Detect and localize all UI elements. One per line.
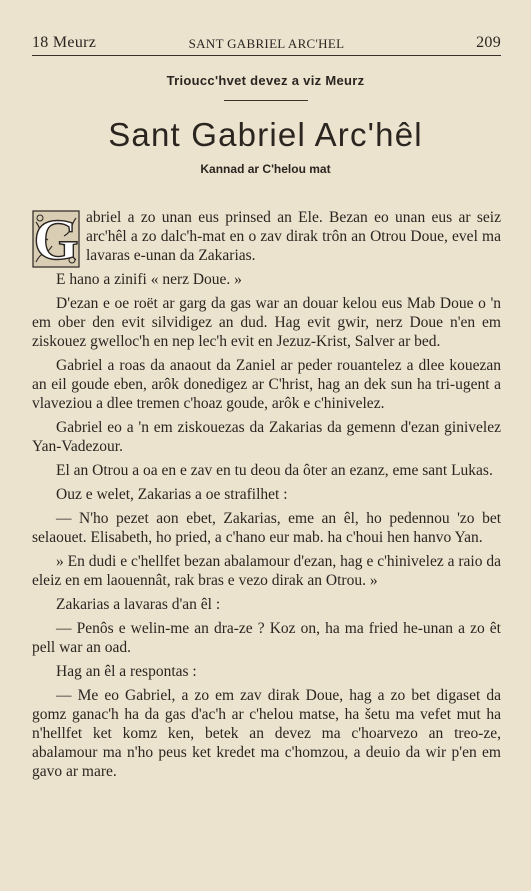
paragraph-4: Gabriel a roas da anaout da Zaniel ar peder rouantelez a dlee kouezan an eil goude eben, arôk donedigez ar C'hrist, hag an dek sun ha tri-ugent a vlaveziou a dlee tremen c'hoaz goude, arôk e c'hinivelez. <box>32 357 501 412</box>
page-title: Sant Gabriel Arc'hêl <box>108 116 423 153</box>
paragraph-9: » En dudi e c'hellfet bezan abalamour d'ezan, hag e c'hinivelez a raio da eleiz en em laouennât, rak bras e vezo dirak an Otrou. » <box>32 553 501 589</box>
svg-text:G: G <box>33 210 79 268</box>
paragraph-1-text: abriel a zo unan eus prinsed an Ele. Bezan eo unan eus ar seiz arc'hêl a zo dalc'h-mat en o zav dirak trôn an Otrou Doue, evel ma lavaras e-unan da Zakarias. <box>86 209 501 264</box>
paragraph-1 <box>32 208 501 268</box>
body-text <box>32 208 501 786</box>
header-rule <box>32 55 501 56</box>
dropcap-ornament <box>32 210 80 268</box>
paragraph-11: — Penôs e welin-me an dra-ze ? Koz on, ha ma fried he-unan a zo êt pell war an oad. <box>32 620 501 656</box>
running-header <box>32 34 501 54</box>
paragraph-12: Hag an êl a respontas : <box>56 663 197 680</box>
header-date: 18 Meurz <box>32 34 97 51</box>
paragraph-7: Ouz e welet, Zakarias a oe strafilhet : <box>56 486 288 503</box>
paragraph-5: Gabriel eo a 'n em ziskouezas da Zakarias da gemenn d'ezan ginivelez Yan-Vadezour. <box>32 419 501 455</box>
paragraph-13: — Me eo Gabriel, a zo em zav dirak Doue, hag a zo bet digaset da gomz ganac'h ha da gas d'ac'h ar c'helou matse, ha šetu ma vefet mut ha n'hellfet ket komz ken, betek an devez ma c'hoarvezo an treo-ze, abalamour ma n'ho peus ket kredet ma c'homzou, a deuio da wir p'en em gavo ar mare. <box>32 687 501 780</box>
paragraph-8: — N'ho pezet aon ebet, Zakarias, eme an êl, ho pedennou 'zo bet selaouet. Elisabeth, ho pried, a c'hano eur mab. ha c'houi hen hanvo Yan. <box>32 510 501 546</box>
ornament-icon <box>32 210 80 268</box>
section-title: Trioucc'hvet devez a viz Meurz <box>166 73 365 88</box>
paragraph-2: E hano a zinifi « nerz Doue. » <box>56 271 242 288</box>
title-tagline: Kannad ar C'helou mat <box>200 162 331 176</box>
title-divider <box>224 100 308 101</box>
paragraph-6: El an Otrou a oa en e zav en tu deou da ôter an ezanz, eme sant Lukas. <box>56 462 493 479</box>
page-number: 209 <box>476 34 501 51</box>
paragraph-10: Zakarias a lavaras d'an êl : <box>56 596 221 613</box>
header-title: SANT GABRIEL ARC'HEL <box>188 36 345 51</box>
paragraph-3: D'ezan e oe roët ar garg da gas war an douar kelou eus Mab Doue o 'n em ober den evit silvidigez an dud. Hag evit gwir, nerz Doue n'en em ziskouez gwelloc'h en nep lec'h evit en Jezuz-Krist, Salver ar bed. <box>32 295 501 350</box>
